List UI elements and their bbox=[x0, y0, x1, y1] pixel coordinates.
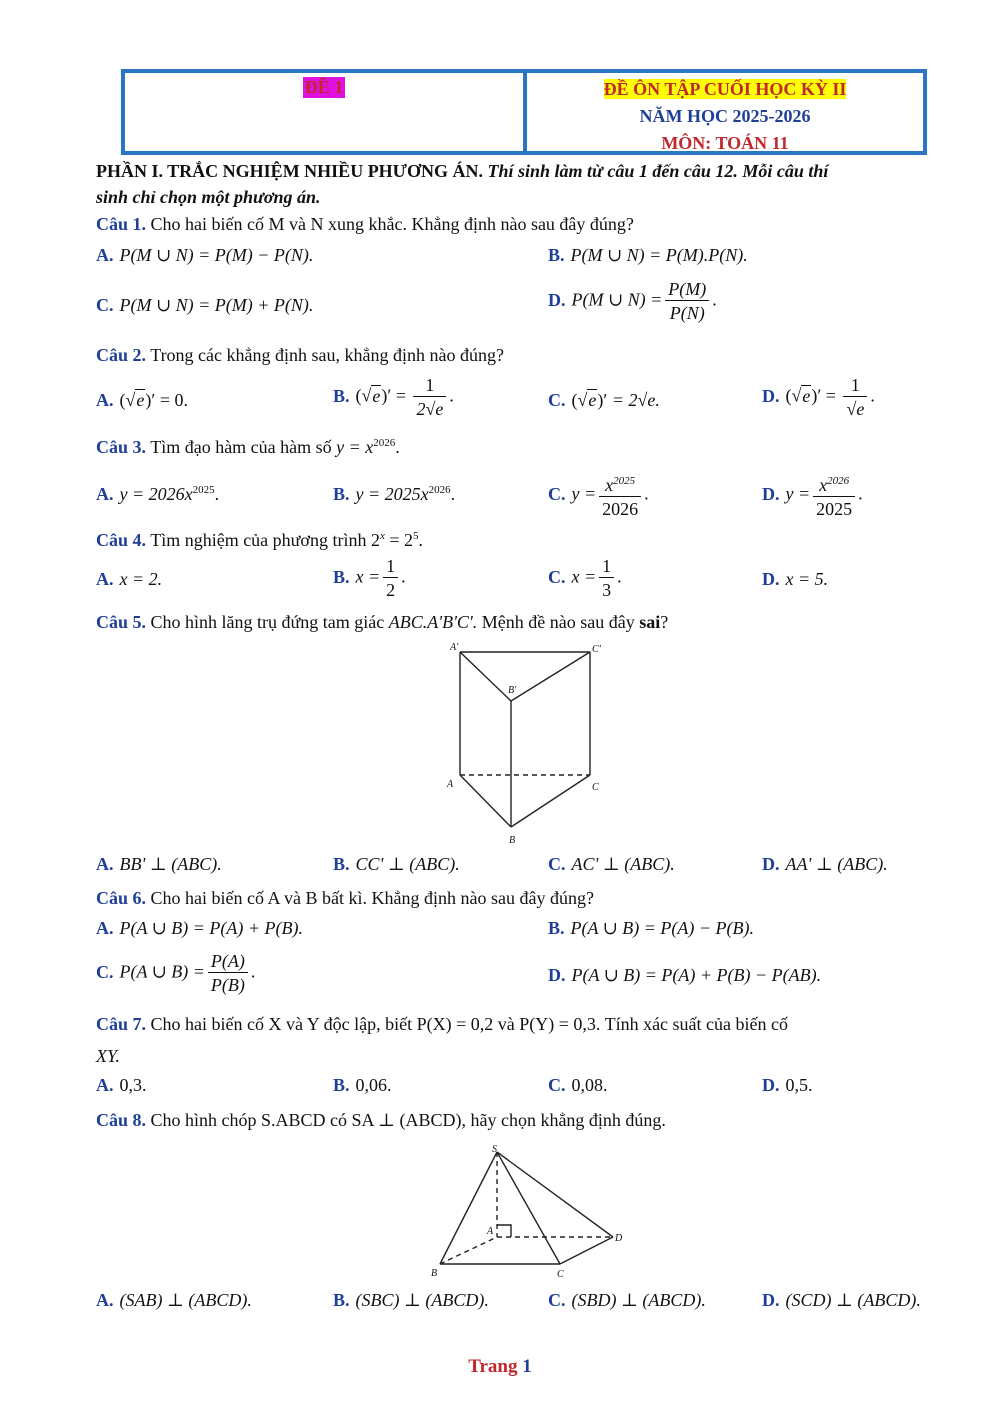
q4-stem: Câu 4. Tìm nghiệm của phương trình $2^x = 2^5$. bbox=[96, 530, 423, 550]
page-number: 1 bbox=[522, 1356, 532, 1377]
prism-label-b1: B' bbox=[508, 685, 517, 696]
prism-figure bbox=[440, 640, 620, 850]
school-year: NĂM HỌC 2025-2026 bbox=[639, 106, 811, 126]
q4-option-b[interactable]: B. x = $\frac{1}{2}$ . bbox=[333, 556, 406, 600]
q1-option-d[interactable]: D. P(M ∪ N) = $\frac{P(M)}{P(N)}$ . bbox=[548, 279, 717, 323]
subject: MÔN: TOÁN 11 bbox=[661, 133, 789, 153]
pyramid-label-d: D bbox=[615, 1233, 623, 1244]
q8-option-a[interactable]: A. (SAB) ⊥ (ABCD). bbox=[96, 1290, 252, 1310]
q2-option-d[interactable]: D. (√e)′ = $\frac{1}{√e}$ . bbox=[762, 375, 875, 419]
q5-stem: Câu 5. Cho hình lăng trụ đứng tam giác ABC.A'B'C'. Mệnh đề nào sau đây sai? bbox=[96, 612, 669, 632]
pyramid-label-b: B bbox=[431, 1268, 438, 1279]
q3-option-a[interactable]: A. $y = 2026x^{2025}$. bbox=[96, 484, 220, 504]
q2-option-a[interactable]: A. (√e)′ = 0. bbox=[96, 390, 188, 410]
part1-instruction-a: Thí sinh làm từ câu 1 đến câu 12. Mỗi câu thí bbox=[487, 161, 829, 181]
q6-option-d[interactable]: D. P(A ∪ B) = P(A) + P(B) − P(AB). bbox=[548, 965, 822, 985]
q3-option-d[interactable]: D. y = $\frac{x^{2026}}{2025}$ . bbox=[762, 470, 863, 521]
pyramid-figure bbox=[425, 1142, 625, 1282]
q1-option-a[interactable]: A. P(M ∪ N) = P(M) − P(N). bbox=[96, 245, 314, 265]
exam-number: ĐỀ 1 bbox=[304, 77, 344, 97]
pyramid-label-c: C bbox=[557, 1269, 564, 1280]
part1-heading-line bbox=[96, 161, 828, 182]
prism-label-a: A bbox=[447, 779, 454, 790]
q1-text: Cho hai biến cố M và N xung khắc. Khẳng định nào sau đây đúng? bbox=[150, 214, 634, 234]
q8-stem: Câu 8. Cho hình chóp S.ABCD có SA ⊥ (ABCD), hãy chọn khẳng định đúng. bbox=[96, 1110, 666, 1130]
q4-option-c[interactable]: C. x = $\frac{1}{3}$ . bbox=[548, 556, 622, 600]
prism-label-c: C bbox=[592, 782, 599, 793]
q6-option-a[interactable]: A. P(A ∪ B) = P(A) + P(B). bbox=[96, 918, 303, 938]
q4-option-a[interactable]: A. x = 2. bbox=[96, 569, 163, 589]
prism-label-a1: A' bbox=[450, 642, 459, 653]
q2-stem bbox=[96, 345, 504, 366]
q6-option-c[interactable]: C. P(A ∪ B) = $\frac{P(A)}{P(B)}$ . bbox=[96, 951, 256, 995]
page-footer bbox=[0, 1356, 1000, 1378]
q3-option-c[interactable]: C. y = $\frac{x^{2025}}{2026}$ . bbox=[548, 470, 649, 521]
prism-label-c1: C' bbox=[592, 644, 601, 655]
pyramid-label-a: A bbox=[487, 1226, 494, 1237]
q1-label: Câu 1. bbox=[96, 214, 147, 234]
q3-stem: Câu 3. Tìm đạo hàm của hàm số $y = x^{2026}$. bbox=[96, 437, 400, 457]
part1-instruction-b: sinh chỉ chọn một phương án. bbox=[96, 187, 321, 207]
q1-option-b[interactable]: B. P(M ∪ N) = P(M).P(N). bbox=[548, 245, 748, 265]
prism-label-b: B bbox=[509, 835, 516, 846]
q2-option-b[interactable]: B. (√e)′ = $\frac{1}{2√e}$ . bbox=[333, 375, 454, 419]
exam-title: ĐỀ ÔN TẬP CUỐI HỌC KỲ II bbox=[603, 79, 847, 99]
header-right bbox=[527, 73, 923, 157]
part1-heading: PHẦN I. TRẮC NGHIỆM NHIỀU PHƯƠNG ÁN. bbox=[96, 161, 484, 181]
q5-option-b[interactable]: B. CC' ⊥ (ABC). bbox=[333, 854, 460, 874]
q1-stem bbox=[96, 214, 634, 235]
q5-option-c[interactable]: C. AC' ⊥ (ABC). bbox=[548, 854, 675, 874]
q7-option-d[interactable]: D. 0,5. bbox=[762, 1075, 813, 1095]
header-left bbox=[125, 73, 523, 98]
q7-option-a[interactable]: A. 0,3. bbox=[96, 1075, 147, 1095]
q1-option-c[interactable]: C. P(M ∪ N) = P(M) + P(N). bbox=[96, 295, 314, 315]
header-box bbox=[121, 69, 927, 155]
q8-option-c[interactable]: C. (SBD) ⊥ (ABCD). bbox=[548, 1290, 706, 1310]
q3-option-b[interactable]: B. $y = 2025x^{2026}$. bbox=[333, 484, 456, 504]
q4-option-d[interactable]: D. x = 5. bbox=[762, 569, 829, 589]
q8-option-b[interactable]: B. (SBC) ⊥ (ABCD). bbox=[333, 1290, 489, 1310]
footer-label: Trang bbox=[468, 1356, 518, 1377]
q6-option-b[interactable]: B. P(A ∪ B) = P(A) − P(B). bbox=[548, 918, 754, 938]
q6-stem: Câu 6. Cho hai biến cố A và B bất kì. Khẳng định nào sau đây đúng? bbox=[96, 888, 594, 908]
pyramid-label-s: S bbox=[492, 1144, 497, 1155]
q7-option-c[interactable]: C. 0,08. bbox=[548, 1075, 608, 1095]
q8-option-d[interactable]: D. (SCD) ⊥ (ABCD). bbox=[762, 1290, 921, 1310]
q5-option-d[interactable]: D. AA' ⊥ (ABC). bbox=[762, 854, 888, 874]
q2-label: Câu 2. bbox=[96, 345, 147, 365]
q5-option-a[interactable]: A. BB' ⊥ (ABC). bbox=[96, 854, 222, 874]
q7-option-b[interactable]: B. 0,06. bbox=[333, 1075, 392, 1095]
q2-text: Trong các khẳng định sau, khẳng định nào đúng? bbox=[150, 345, 504, 365]
q2-option-c[interactable]: C. (√e)′ = 2√e. bbox=[548, 390, 660, 410]
q7-stem: Câu 7. Cho hai biến cố X và Y độc lập, biết P(X) = 0,2 và P(Y) = 0,3. Tính xác suất của biến cố bbox=[96, 1014, 789, 1034]
q7-stem-cont: XY. bbox=[96, 1046, 120, 1066]
